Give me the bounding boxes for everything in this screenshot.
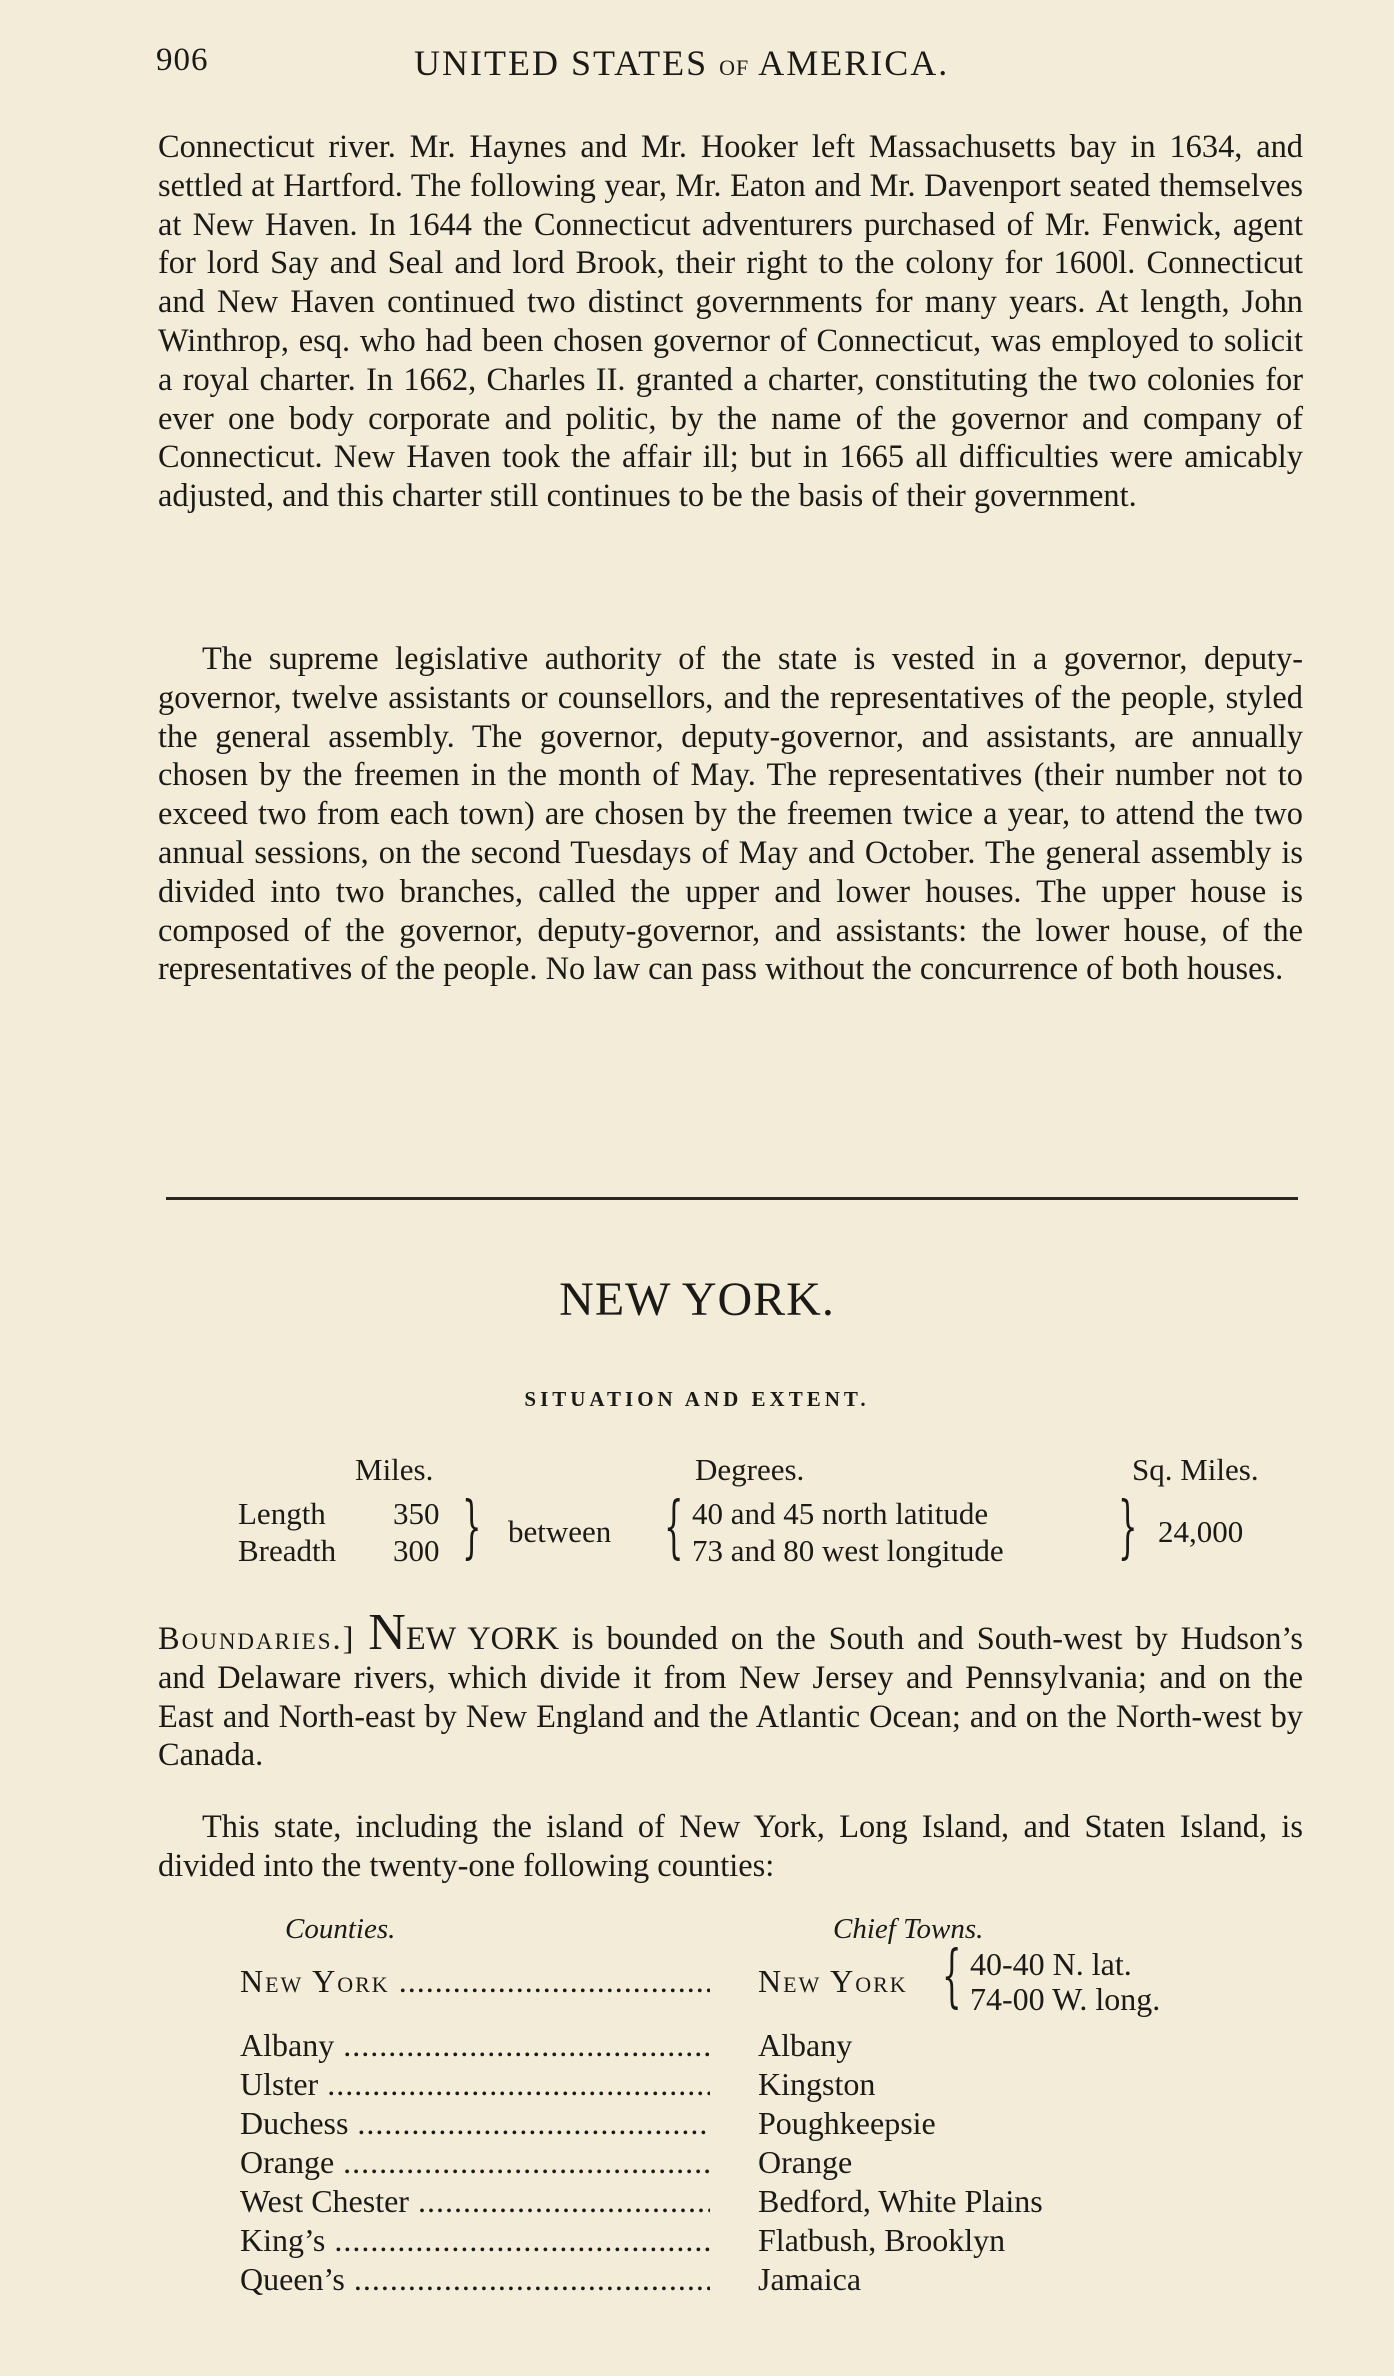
- latitude-range: 40 and 45 north latitude: [692, 1496, 989, 1531]
- running-title-part1: UNITED STATES: [414, 43, 709, 83]
- chief-town: Flatbush, Brooklyn: [758, 2222, 1006, 2258]
- table-row: [240, 2222, 1240, 2262]
- section-divider: [166, 1197, 1298, 1200]
- chief-town: New York: [758, 1963, 908, 1999]
- right-brace: }: [1118, 1488, 1138, 1567]
- counties-intro-paragraph: [158, 1808, 1303, 1886]
- table-row: [240, 2144, 1240, 2184]
- chief-town: Poughkeepsie: [758, 2105, 936, 2141]
- breadth-label: Breadth: [238, 1533, 337, 1568]
- right-brace: }: [462, 1488, 482, 1567]
- drop-initial: N: [368, 1604, 406, 1661]
- boundaries-lead: EW YORK: [405, 1621, 560, 1657]
- latitude: 40-40 N. lat.: [970, 1946, 1132, 1982]
- table-row: [240, 2183, 1240, 2223]
- county-name: New York .....: [240, 1963, 710, 2000]
- running-title-part2: AMERICA.: [758, 43, 950, 83]
- county-name: Ulster .....: [240, 2066, 710, 2103]
- connecticut-government-paragraph: [158, 640, 1303, 989]
- miles-header: Miles.: [355, 1452, 434, 1487]
- boundaries-text: [158, 1604, 1303, 1775]
- county-name: West Chester .....: [240, 2183, 710, 2220]
- section-title: NEW YORK.: [559, 1273, 835, 1326]
- chief-town: Albany: [758, 2027, 853, 2063]
- counties-column-header: Counties.: [285, 1913, 396, 1945]
- county-name: Duchess .....: [240, 2105, 710, 2142]
- table-row: [240, 2066, 1240, 2106]
- longitude-range: 73 and 80 west longitude: [692, 1533, 1004, 1568]
- table-row: [240, 2027, 1240, 2067]
- running-title-of: OF: [719, 55, 750, 80]
- paragraph-text: The supreme legislative authority of the state is vested in a governor, deputy-governor, twelve assistants or counsellors, and the representatives of the people, styled the general assembly. The governor, deputy-governor, and assistants, are annually chosen by the freemen in the month of May. The representatives (their number not to exceed two from each town) are chosen by the freemen twice a year, to attend the two annual sessions, on the second Tuesdays of May and October. The general assembly is divided into two branches, called the upper and lower houses. The upper house is composed of the governor, deputy-governor, and assistants: the lower house, of the representatives of the people. No law can pass without the concurrence of both houses.: [158, 641, 1303, 988]
- between-label: between: [508, 1514, 612, 1549]
- chief-town: Orange: [758, 2144, 853, 2180]
- connecticut-history-paragraph: [158, 128, 1303, 516]
- running-head: [156, 42, 1296, 92]
- paragraph-text: Connecticut river. Mr. Haynes and Mr. Hooker left Massachusetts bay in 1634, and settled at Hartford. The following year, Mr. Eaton and Mr. Davenport seated themselves at New Haven. In 1644 the Connecticut adventurers purchased of Mr. Fenwick, agent for lord Say and Seal and lord Brook, their right to the colony for 1600l. Connecticut and New Haven continued two distinct governments for many years. At length, John Winthrop, esq. who had been chosen governor of Connecticut, was employed to solicit a royal charter. In 1662, Charles II. granted a charter, constituting the two colonies for ever one body corporate and politic, by the name of the governor and company of Connecticut. New Haven took the affair ill; but in 1665 all difficulties were amicably adjusted, and this charter still continues to be the basis of their government.: [158, 129, 1303, 515]
- left-brace: {: [942, 1937, 962, 2016]
- boundaries-paragraph: [158, 1604, 1303, 1775]
- table-row: [240, 2105, 1240, 2145]
- boundaries-label: Boundaries.]: [158, 1621, 356, 1657]
- county-name: Orange .....: [240, 2144, 710, 2181]
- county-name: Albany .....: [240, 2027, 710, 2064]
- boundaries-body: is bounded on the South and South-west by Hudson’s and Delaware rivers, which divide it from New Jersey and Pennsylvania; and on the East and North-east by New England and the Atlantic Ocean; and on the North-west by Canada.: [158, 1621, 1303, 1774]
- chief-town: Jamaica: [758, 2261, 862, 2297]
- page-number: 906: [156, 42, 209, 78]
- degrees-header: Degrees.: [695, 1452, 805, 1487]
- breadth-value: 300: [393, 1533, 440, 1568]
- county-name: Queen’s .....: [240, 2261, 710, 2298]
- table-row: [240, 1937, 1240, 2017]
- chief-town: Kingston: [758, 2066, 876, 2102]
- subsection-title: SITUATION AND EXTENT.: [524, 1387, 870, 1411]
- chief-towns-column-header: Chief Towns.: [833, 1913, 984, 1945]
- table-row: [240, 2261, 1240, 2301]
- length-value: 350: [393, 1496, 440, 1531]
- sq-miles-value: 24,000: [1158, 1514, 1244, 1549]
- length-label: Length: [238, 1496, 326, 1531]
- sq-miles-header: Sq. Miles.: [1132, 1452, 1259, 1487]
- county-name: King’s .....: [240, 2222, 710, 2259]
- chief-town: Bedford, White Plains: [758, 2183, 1043, 2219]
- longitude: 74-00 W. long.: [970, 1981, 1161, 2017]
- left-brace: {: [664, 1488, 684, 1567]
- paragraph-text: This state, including the island of New York, Long Island, and Staten Island, is divided into the twenty-one following counties:: [158, 1809, 1303, 1884]
- running-title: [414, 42, 949, 84]
